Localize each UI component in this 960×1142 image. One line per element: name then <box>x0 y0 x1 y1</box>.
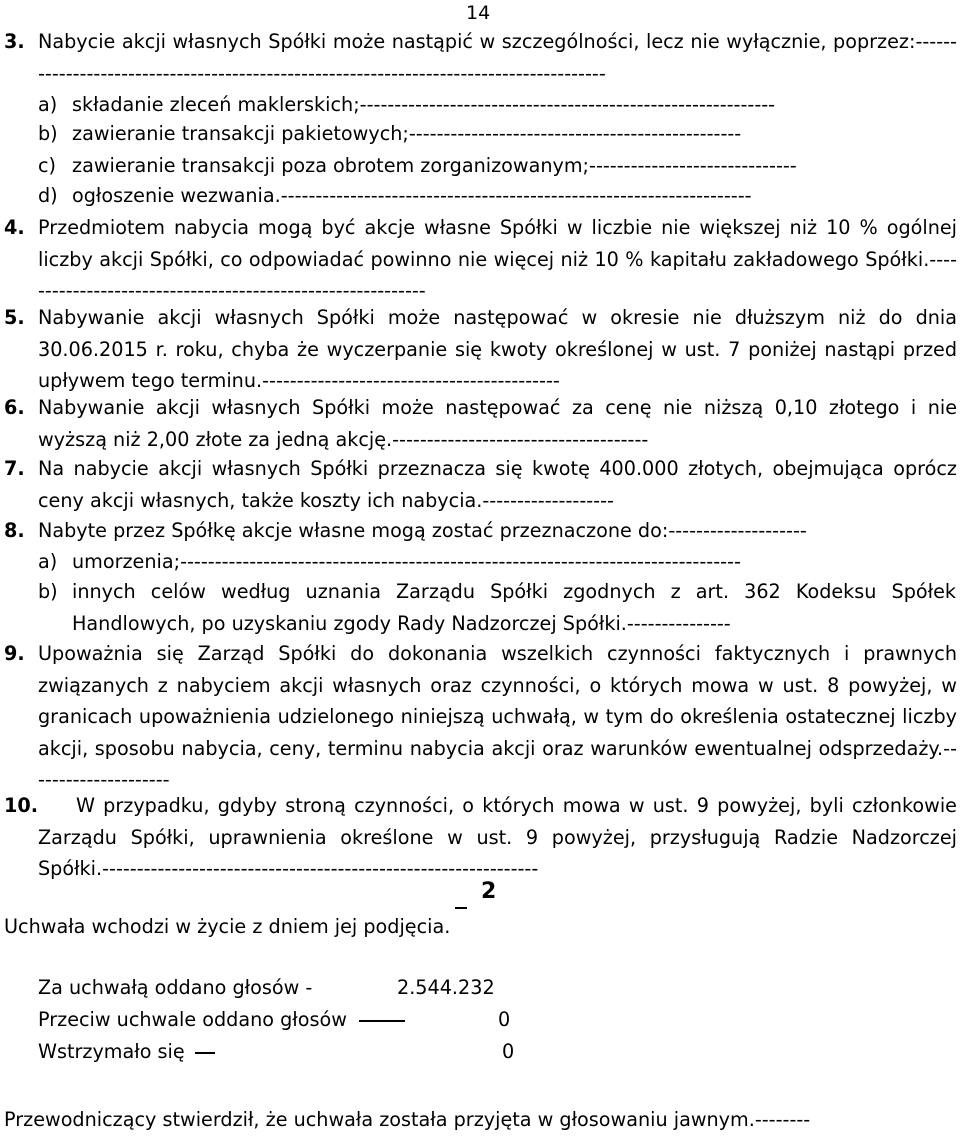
paragraph-4 <box>4 212 957 307</box>
votes-abstain-row <box>38 1036 215 1067</box>
paragraph-text: Nabywanie akcji własnych Spółki może następować za cenę nie niższą 0,10 złotego i nie wyższą niż 2,00 złote za jedną akcję.------------------------------------- <box>38 396 957 451</box>
subitem-text: umorzenia;--------------------------------------------------------------------------------- <box>72 550 741 573</box>
subitem-text: innych celów według uznania Zarządu Spółki zgodnych z art. 362 Kodeksu Spółek Handlowych, po uzyskaniu zgody Rady Nadzorczej Spółki.--------------- <box>72 580 956 635</box>
paragraph-10 <box>4 790 957 885</box>
votes-against-row <box>38 1004 405 1035</box>
subitem-text: zawieranie transakcji poza obrotem zorganizowanym;------------------------------ <box>72 154 797 177</box>
paragraph-text: Nabyte przez Spółkę akcje własne mogą zostać przeznaczone do:-------------------- <box>38 519 807 542</box>
dash-mark <box>195 1052 215 1054</box>
section-number: 2 <box>481 879 497 904</box>
subitem-letter: b) <box>38 580 58 603</box>
subitem-3d <box>38 180 956 212</box>
subitem-8b <box>38 576 956 639</box>
votes-against-value: 0 <box>498 1008 511 1031</box>
subitem-letter: c) <box>38 154 57 177</box>
subitem-text: zawieranie transakcji pakietowych;------------------------------------------------ <box>72 122 742 145</box>
subitem-letter: a) <box>38 550 58 573</box>
paragraph-number: 5. <box>4 306 25 329</box>
subitem-text: składanie zleceń maklerskich;------------------------------------------------------------ <box>72 93 776 116</box>
paragraph-3 <box>4 26 957 89</box>
paragraph-6 <box>4 392 957 455</box>
paragraph-9 <box>4 638 957 796</box>
subitem-letter: a) <box>38 93 58 116</box>
subitem-text: ogłoszenie wezwania.-------------------------------------------------------------------- <box>72 184 752 207</box>
paragraph-text: Na nabycie akcji własnych Spółki przeznacza się kwotę 400.000 złotych, obejmująca oprócz ceny akcji własnych, także koszty ich nabycia.------------------- <box>38 457 957 512</box>
paragraph-number: 6. <box>4 396 25 419</box>
paragraph-8 <box>4 515 957 547</box>
paragraph-text: Przedmiotem nabycia mogą być akcje własne Spółki w liczbie nie większej niż 10 % ogólnej liczby akcji Spółki, co odpowiadać powinno nie więcej niż 10 % kapitału zakładowego Spółki.------------------------------------------------------------ <box>38 216 957 303</box>
subitem-letter: b) <box>38 122 58 145</box>
page-number: 14 <box>466 2 491 24</box>
votes-for-value: 2.544.232 <box>397 976 495 999</box>
paragraph-text: Nabycie akcji własnych Spółki może nastąpić w szczególności, lecz nie wyłącznie, poprzez:---------------------------------------------------------------------------------------- <box>38 30 957 85</box>
paragraph-number: 7. <box>4 457 25 480</box>
votes-abstain-label: Wstrzymało się <box>38 1040 185 1063</box>
paragraph-number: 3. <box>4 30 25 53</box>
paragraph-number: 4. <box>4 216 25 239</box>
section-mark <box>455 873 505 913</box>
closing-statement: Przewodniczący stwierdził, że uchwała została przyjęta w głosowaniu jawnym.-------- <box>4 1108 811 1131</box>
subitem-3b <box>38 118 956 150</box>
subitem-3c <box>38 150 956 182</box>
paragraph-text: Upoważnia się Zarząd Spółki do dokonania wszelkich czynności faktycznych i prawnych związanych z nabyciem akcji własnych oraz czynności, o których mowa w ust. 8 powyżej, w granicach upoważnienia udzielonego niniejszą uchwałą, w tym do określenia ostatecznej liczby akcji, sposobu nabycia, ceny, terminu nabycia akcji oraz warunków ewentualnej odsprzedaży.--------------------- <box>38 642 957 792</box>
paragraph-7 <box>4 453 957 516</box>
votes-for-label: Za uchwałą oddano głosów - <box>38 976 313 999</box>
paragraph-text: Nabywanie akcji własnych Spółki może następować w okresie nie dłuższym niż do dnia 30.06.2015 r. roku, chyba że wyczerpanie się kwoty określonej w ust. 7 poniżej nastąpi przed upływem tego terminu.------------------------------------------- <box>38 306 957 393</box>
dash-mark <box>359 1020 405 1022</box>
subitem-8a <box>38 546 956 578</box>
votes-against-label: Przeciw uchwale oddano głosów <box>38 1008 347 1031</box>
subitem-letter: d) <box>38 184 58 207</box>
paragraph-number: 8. <box>4 519 25 542</box>
paragraph-text: W przypadku, gdyby stroną czynności, o których mowa w ust. 9 powyżej, byli członkowie Zarządu Spółki, uprawnienia określone w ust. 9 powyżej, przysługują Radzie Nadzorczej Spółki.--------------------------------------------------------------- <box>38 794 957 881</box>
section-symbol-underline <box>455 907 467 909</box>
effective-clause: Uchwała wchodzi w życie z dniem jej podjęcia. <box>4 915 451 938</box>
votes-abstain-value: 0 <box>502 1040 515 1063</box>
paragraph-number: 10. <box>4 794 38 817</box>
paragraph-5 <box>4 302 957 397</box>
subitem-3a <box>38 89 956 121</box>
paragraph-number: 9. <box>4 642 25 665</box>
